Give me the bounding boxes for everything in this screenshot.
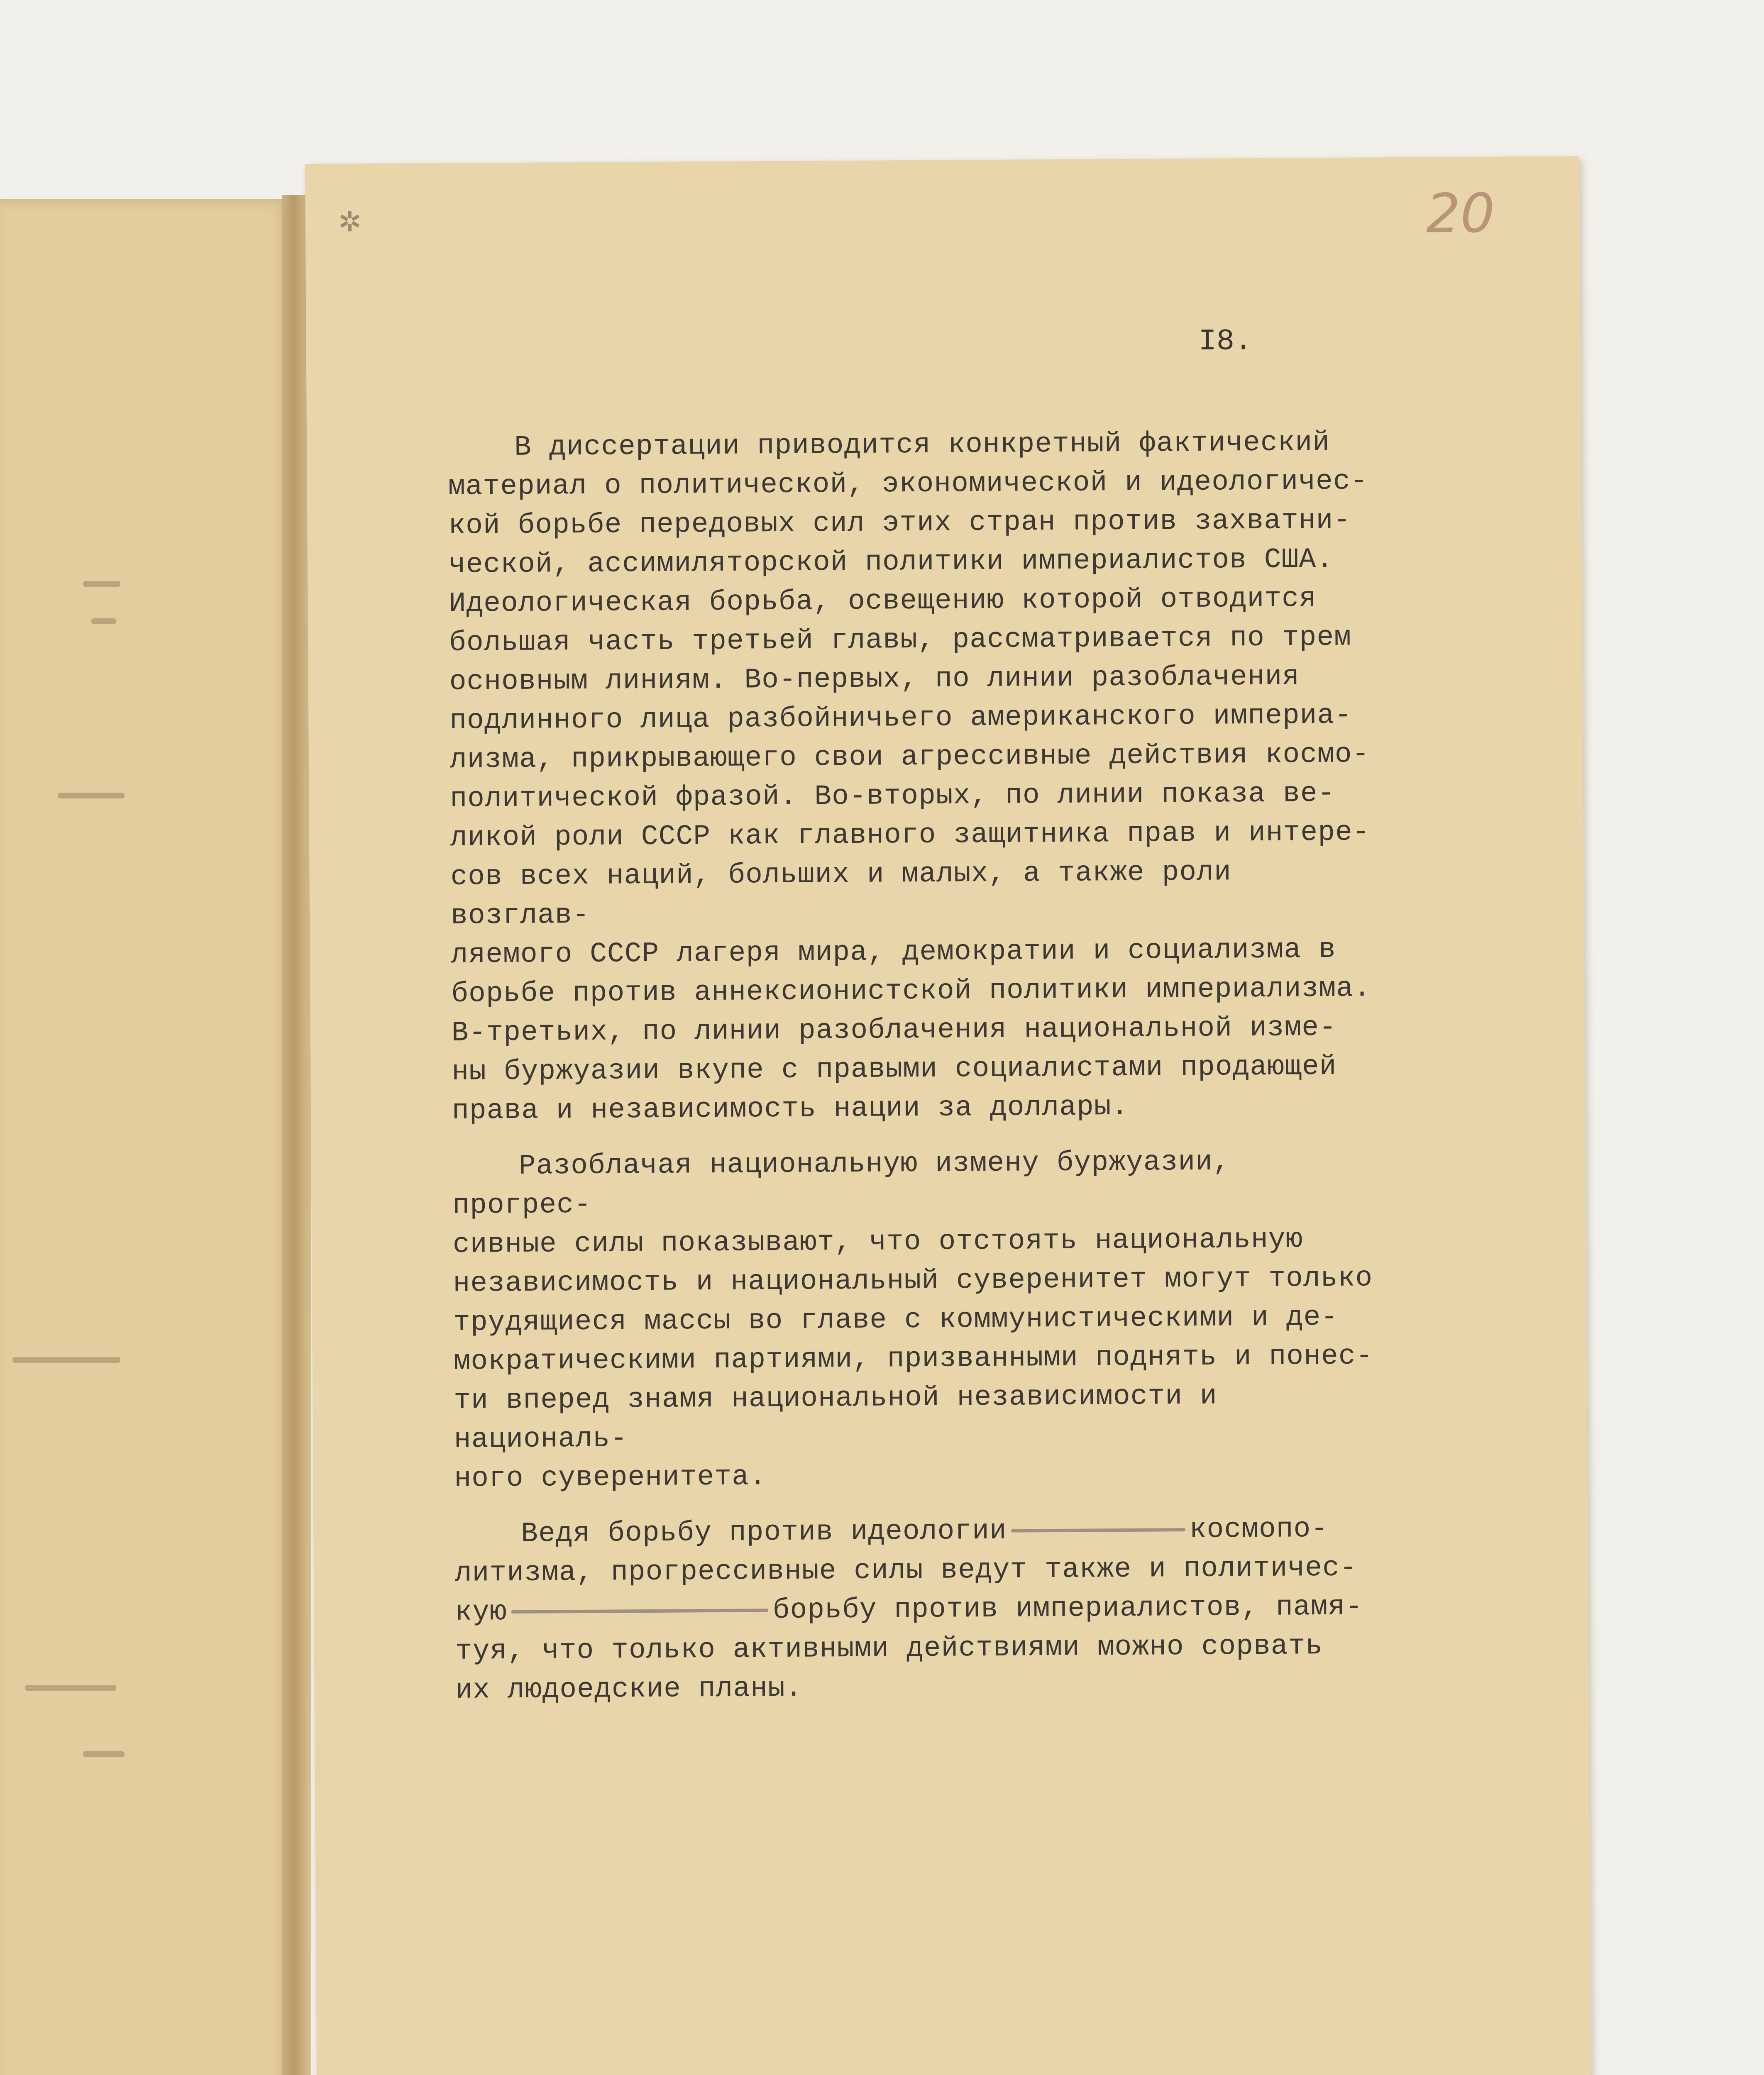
left-page <box>0 199 291 2075</box>
ink-mark: ✲ <box>338 200 362 243</box>
paragraph-3-line-3-end: борьбу против империалистов, памя- <box>772 1591 1363 1627</box>
struck-blank <box>1011 1528 1185 1533</box>
page-number: I8. <box>1198 324 1253 359</box>
bleed-through-mark <box>83 581 120 587</box>
document-page <box>305 156 1591 2075</box>
paragraph-2: Разоблачая национальную измену буржуазии, прогрес- сивные силы показывают, что отстоять национальную независимость и национальный суверенитет могут только трудящиеся массы во главе с коммунистическими и де- мократическими партиями, призванными поднять и понес- ти вперед знамя национальной независимости и националь- ного суверенитета. <box>452 1146 1373 1495</box>
bleed-through-mark <box>83 1751 125 1757</box>
paragraph-3-line-1-start: Ведя борьбу против идеологии <box>520 1515 1007 1550</box>
paragraph-3-line-3-start: кую <box>455 1596 507 1628</box>
handwritten-folio-number: 20 <box>1426 181 1495 245</box>
bleed-through-mark <box>25 1685 116 1691</box>
paragraph-1: В диссертации приводится конкретный фактический материал о политической, экономической и идеологичес- кой борьбе передовых сил этих стран против захватни- ческой, ассимиляторской политики империалистов США. Идеологическая борьба, освещению которой отводится большая часть третьей главы, рассматривается по трем основным линиям. Во-первых, по линии разоблачения подлинного лица разбойничьего американского империа- лизма, прикрывающего свои агрессивные действия космо- политической фразой. Во-вторых, по линии показа ве- ликой роли СССР как главного защитника прав и интере- сов всех наций, больших и малых, а также роли возглав- ляемого СССР лагеря мира, демократии и социализма в борьбе против аннексионистской политики империализма. В-третьих, по линии разоблачения национальной изме- ны буржуазии вкупе с правыми социалистами продающей права и независимость нации за доллары. <box>448 426 1371 1127</box>
paragraph-3-rest: туя, что только активными действиями можно сорвать их людоедские планы. <box>455 1630 1323 1706</box>
bleed-through-mark <box>91 618 116 624</box>
struck-blank <box>511 1609 769 1614</box>
paragraph-3 <box>454 1509 1390 1710</box>
body-text <box>448 423 1390 1727</box>
paragraph-3-line-1-end: космопо- <box>1189 1513 1329 1546</box>
bleed-through-mark <box>12 1357 120 1363</box>
paragraph-3-line-2: литизма, прогрессивные силы ведут также и политичес- <box>454 1552 1357 1589</box>
bleed-through-mark <box>58 793 125 798</box>
